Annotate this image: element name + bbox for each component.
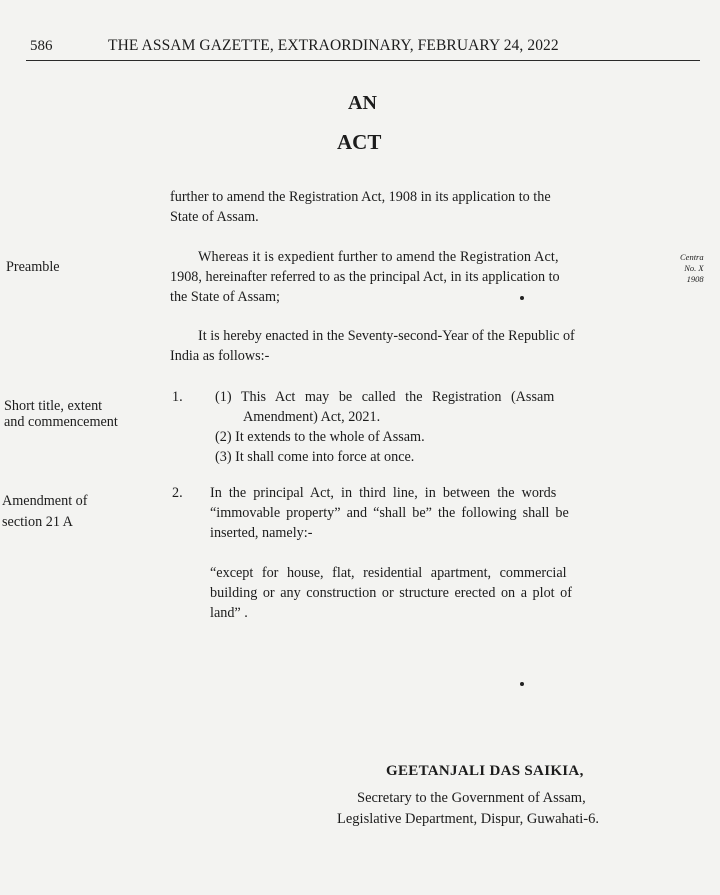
heading-act: ACT [337,130,382,154]
ink-dot [520,296,524,300]
margin-label-section-1: Short title, extent [4,398,103,414]
preamble-line: 1908, hereinafter referred to as the principal Act, in its application to [170,269,560,285]
enacting-line: India as follows:- [170,348,270,364]
section-2-line: “immovable property” and “shall be” the following shall be [210,505,569,521]
ink-dot [520,682,524,686]
preamble-line: Whereas it is expedient further to amend the Registration Act, [198,249,559,265]
long-title-line: State of Assam. [170,209,259,225]
signatory-name: GEETANJALI DAS SAIKIA, [386,763,584,779]
signatory-designation: Secretary to the Government of Assam, [357,790,586,806]
section-1-line: (1) This Act may be called the Registration (Assam [215,389,555,405]
section-number: 2. [172,485,183,501]
section-1-line: (2) It extends to the whole of Assam. [215,429,425,445]
long-title-line: further to amend the Registration Act, 1908 in its application to the [170,189,551,205]
page-number: 586 [30,38,53,54]
enacting-line: It is hereby enacted in the Seventy-second-Year of the Republic of [198,328,575,344]
margin-label-section-1: and commencement [4,414,118,430]
heading-an: AN [348,92,377,114]
preamble-line: the State of Assam; [170,289,280,305]
margin-label-preamble: Preamble [6,259,60,275]
inserted-text-line: “except for house, flat, residential apartment, commercial [210,565,567,581]
section-1-line: (3) It shall come into force at once. [215,449,415,465]
margin-label-section-2: section 21 A [2,514,73,530]
side-reference: Centra No. X 1908 [680,252,704,284]
header-rule [26,60,700,61]
signatory-department: Legislative Department, Dispur, Guwahati-6. [337,811,599,827]
inserted-text-line: land” . [210,605,248,621]
inserted-text-line: building or any construction or structure erected on a plot of [210,585,572,601]
gazette-title: THE ASSAM GAZETTE, EXTRAORDINARY, FEBRUARY 24, 2022 [108,37,559,54]
section-2-line: In the principal Act, in third line, in between the words [210,485,557,501]
section-2-line: inserted, namely:- [210,525,313,541]
margin-label-section-2: Amendment of [2,493,88,509]
section-number: 1. [172,389,183,405]
section-1-line: Amendment) Act, 2021. [243,409,381,425]
